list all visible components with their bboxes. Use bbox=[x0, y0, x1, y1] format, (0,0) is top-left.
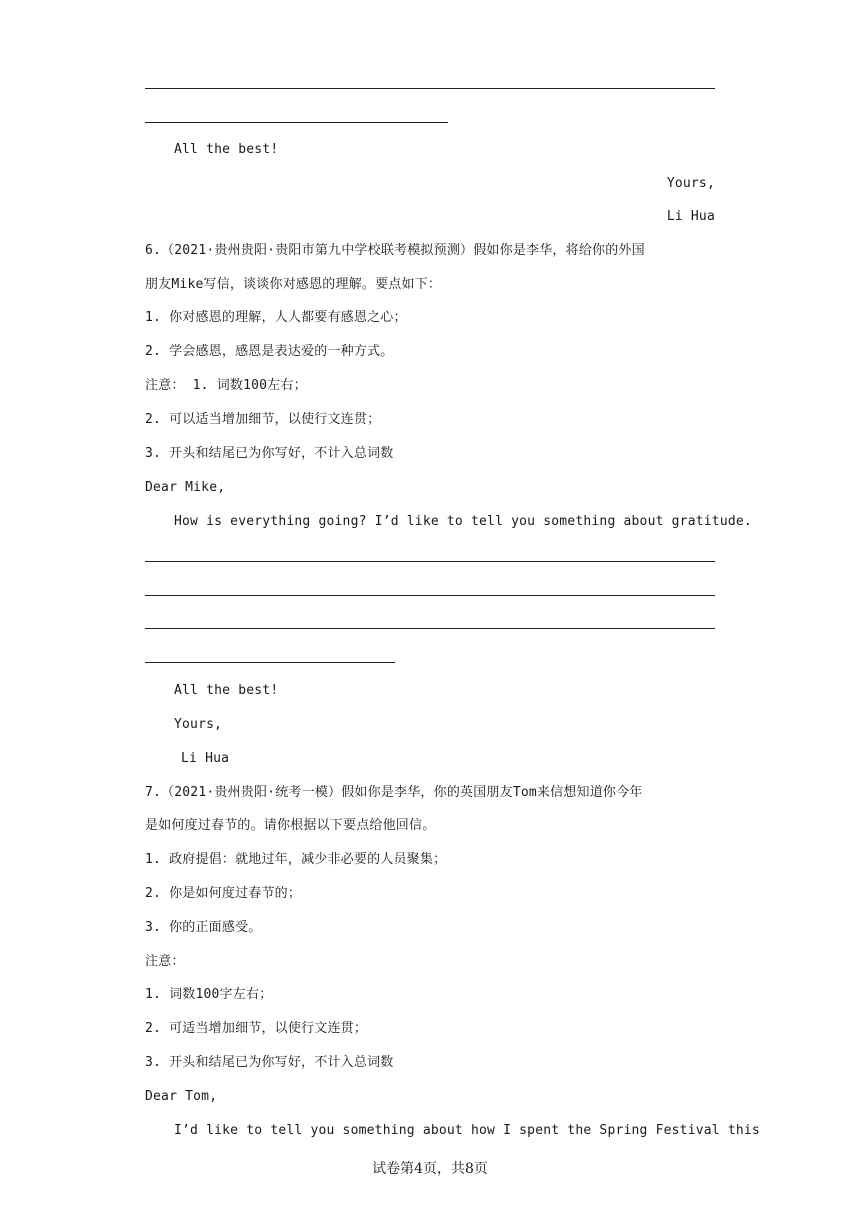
q7-point-1: 1. 政府提倡：就地过年，减少非必要的人员聚集； bbox=[145, 852, 447, 867]
q6-note-3: 3. 开头和结尾已为你写好，不计入总词数 bbox=[145, 446, 394, 461]
page-footer: 试卷第4页，共8页 bbox=[372, 1161, 488, 1177]
q6-salutation: Dear Mike, bbox=[145, 480, 226, 495]
closing-name: Li Hua bbox=[666, 209, 715, 224]
closing-yours: Yours, bbox=[666, 176, 715, 191]
closing-best: All the best! bbox=[174, 142, 279, 157]
q6-note-1: 注意： 1. 词数100左右； bbox=[145, 378, 307, 393]
q7-opening: I’d like to tell you something about how I spent the Spring Festival this bbox=[174, 1123, 760, 1138]
q6-opening: How is everything going? I’d like to tell you something about gratitude. bbox=[174, 514, 752, 529]
q7-note-3: 3. 开头和结尾已为你写好，不计入总词数 bbox=[145, 1055, 394, 1070]
q6-closing-yours: Yours, bbox=[174, 717, 223, 732]
q6-prompt-line1: 6.（2021·贵州贵阳·贵阳市第九中学校联考模拟预测）假如你是李华，将给你的外国 bbox=[145, 243, 645, 258]
q7-note-1: 1. 词数100字左右； bbox=[145, 987, 273, 1002]
q6-closing-name: Li Hua bbox=[181, 751, 230, 766]
q6-prompt-line2: 朋友Mike写信，谈谈你对感恩的理解。要点如下： bbox=[145, 277, 442, 292]
q6-closing-best: All the best! bbox=[174, 683, 279, 698]
answer-line bbox=[145, 561, 715, 562]
q7-point-2: 2. 你是如何度过春节的； bbox=[145, 886, 302, 901]
answer-line bbox=[145, 595, 715, 596]
answer-line-short bbox=[145, 122, 448, 123]
q7-point-3: 3. 你的正面感受。 bbox=[145, 920, 262, 935]
q7-note-label: 注意： bbox=[145, 954, 185, 969]
q6-note-2: 2. 可以适当增加细节，以使行文连贯； bbox=[145, 412, 381, 427]
q6-point-1: 1. 你对感恩的理解，人人都要有感恩之心； bbox=[145, 310, 407, 325]
answer-line bbox=[145, 628, 715, 629]
q7-prompt-line2: 是如何度过春节的。请你根据以下要点给他回信。 bbox=[145, 818, 436, 833]
q6-point-2: 2. 学会感恩，感恩是表达爱的一种方式。 bbox=[145, 344, 394, 359]
q7-prompt-line1: 7.（2021·贵州贵阳·统考一模）假如你是李华，你的英国朋友Tom来信想知道你今年 bbox=[145, 785, 643, 800]
answer-line bbox=[145, 88, 715, 89]
q7-salutation: Dear Tom, bbox=[145, 1089, 218, 1104]
answer-line-short bbox=[145, 662, 395, 663]
q7-note-2: 2. 可适当增加细节，以使行文连贯； bbox=[145, 1021, 368, 1036]
